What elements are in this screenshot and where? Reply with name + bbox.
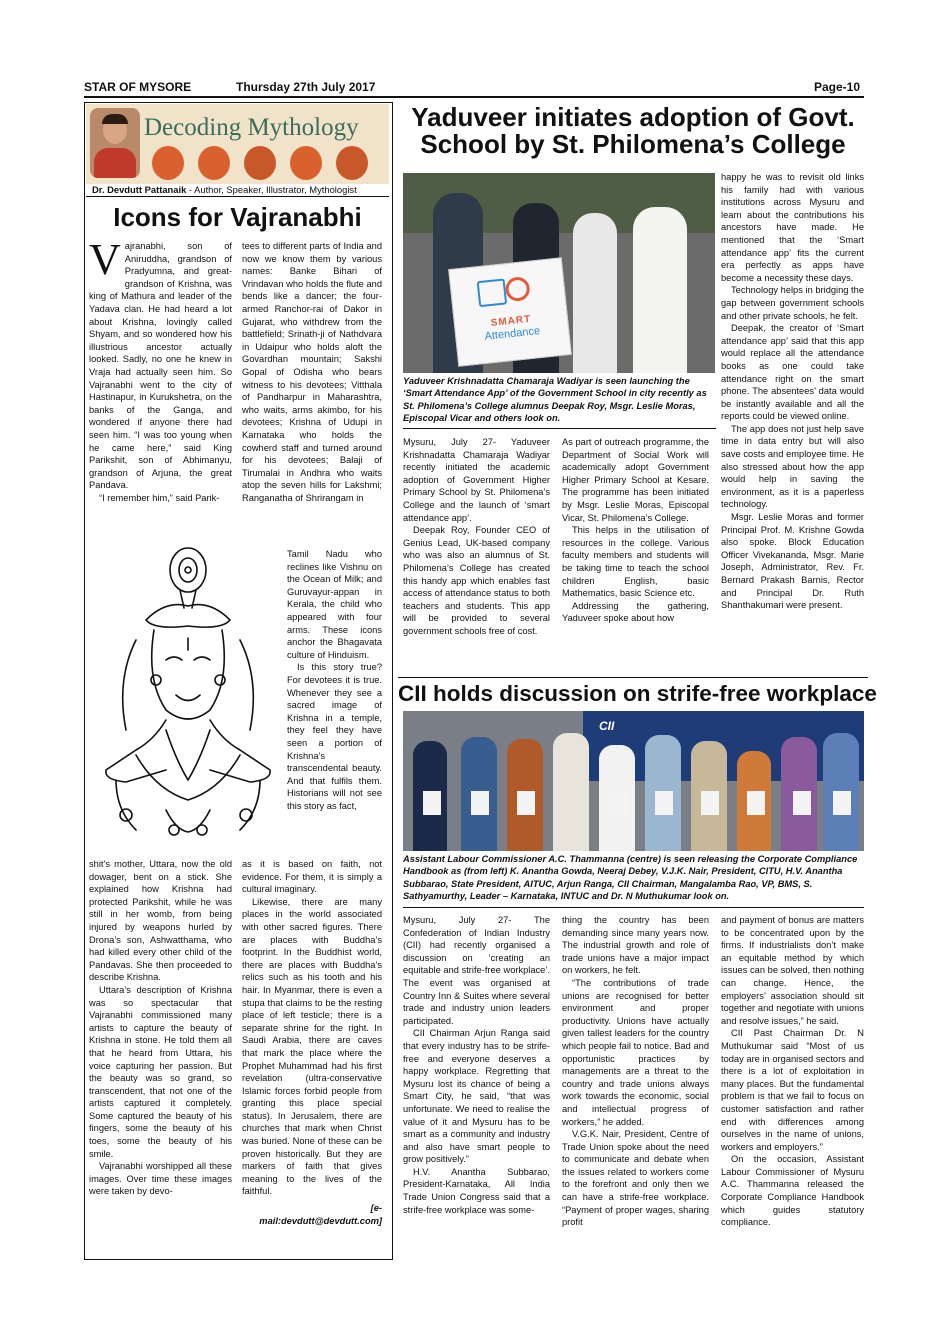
paragraph: “The contributions of trade unions are recognised for better environment and proper productivity. Unions have actually given tallest leaders for the country which people fail to notice. Bad and opportunistic practices by managements are a threat to the country and trade unions always work towards the economic, social and intellectual progress of workers,” he added.	[562, 977, 709, 1127]
paragraph: As part of outreach programme, the Department of Social Work will academically adopt Government Higher Primary School at Kesare. The programme has been initiated by Msgr. Leslie Moras, Episcopal Vicar, St. Philomena’s College.	[562, 437, 709, 523]
paragraph: happy he was to revisit old links his family had with various institutions across Mysuru and learn about the contributions his ancestors have made. He mentioned that the ‘Smart attendance app’ fits the current era perfectly as apps have become a necessity these days.	[721, 172, 864, 283]
mask-icon	[290, 146, 322, 180]
paragraph: Technology helps in bridging the gap between government schools and other private schools, he felt.	[721, 285, 864, 321]
paragraph: V.G.K. Nair, President, Centre of Trade Union spoke about the need to communicate and debate when the issues related to workers come to the forefront and only then we can have a strife-free workplace. “Payment of proper wages, sharing profit	[562, 1129, 709, 1228]
mask-icon	[198, 146, 230, 180]
column-text-2	[242, 240, 382, 504]
story2-col1	[403, 914, 550, 1216]
paragraph: Uttara’s description of Krishna was so spectacular that Vajranabhi commissioned many artists to capture the beauty of Krishna in stone. He told them all that he heard from Uttara, his voice capturing her passion. But the beauty was so grand, so transcendent, that not one of the artists captured it completely. Some captured the beauty of his fingers, some the beauty of his toes, some the beauty of his smile.	[89, 984, 232, 1159]
paragraph: as it is based on faith, not evidence. For them, it is simply a cultural imaginary.	[242, 859, 382, 895]
paragraph: Msgr. Leslie Moras and former Principal Prof. M. Krishne Gowda also spoke. Block Education Officer Vivekananda, Msgr. Marie Joseph, Administrator, Rev. Fr. Bernard Prakash Barnis, Rector and Principal Dr. Ruth Shanthakumari were present.	[721, 512, 864, 611]
column-title: Icons for Vajranabhi	[113, 202, 362, 232]
mask-icon	[336, 146, 368, 180]
paragraph: thing the country has been demanding since many years now. The industrial growth and role of trade unions have a major impact on workers, he felt.	[562, 915, 709, 976]
smart-attendance-board	[448, 257, 572, 366]
paragraph: H.V. Anantha Subbarao, President-Karnataka, All India Trade Union Congress said that a strife-free workplace was some-	[403, 1166, 550, 1215]
story1-headline: Yaduveer initiates adoption of Govt. School by St. Philomena’s College	[411, 102, 855, 160]
story2-caption: Assistant Labour Commissioner A.C. Thammanna (centre) is seen releasing the Corporate Compliance Handbook as (from left) K. Anantha Gowda, Neeraj Debey, V.J.K. Nair, President, CITU, H.V. Anantha Subbarao, State President, AITUC, Arjun Ranga, CII Chairman, Mangalamba Rao, VP, BMS, S. Sathyamurthy, Leader – Karnataka, INTUC and Dr. N Muthukumar look on.	[403, 854, 858, 902]
paragraph: tees to different parts of India and now we know them by various names: Banke Bihari of Vrindavan who holds the flute and bends like a dancer; the four-armed Ranchor-rai of Dakor in Gujarat, who withdrew from the battlefield; Srinath-ji of Nathdvara in Udaipur who holds aloft the Govardhan mountain; Sakshi Gopal of Odisha who bears witness to his devotees; Vitthala of Pandharpur in Maharashtra, who waits, arms akimbo, for his devotees; Krishna of Udupi in Karnataka who holds the cowherd staff and turned around for his devotees; Balaji of Tirumalai in Andhra who waits atop the seven hills for Lakshmi; Ranganatha of Shrirangam in	[242, 241, 382, 503]
board-smart-text: SMART	[490, 313, 532, 330]
page-number: Page-10	[814, 80, 861, 94]
paragraph: “I remember him,” said Parik-	[99, 492, 220, 503]
story2-col2	[562, 914, 709, 1229]
paragraph: Deepak, the creator of ‘Smart attendance app’ said that this app would replace all the attendance books as one could take attendance right on the smart phone. The absentees’ data would be instantly available and all the reports could be viewed online.	[721, 323, 864, 422]
clipboard-icon	[477, 278, 508, 307]
paragraph: Mysuru, July 27- Yaduveer Krishnadatta Chamaraja Wadiyar recently initiated the academic adoption of Government Higher Primary School by St. Philomena’s College and the launch of ‘smart attendance app’.	[403, 437, 550, 523]
byline-rule	[86, 196, 389, 197]
column-banner	[86, 104, 389, 184]
story1-photo	[403, 173, 715, 373]
author-photo	[90, 108, 140, 178]
caption-rule	[403, 907, 864, 908]
paragraph: ajranabhi, son of Aniruddha, grandson of Pradyumna, and great-grandson of Krishna, was king of Mathura and leader of the Yadava clan. He had heard a lot about Krishna, lovingly called Shyam, and so wondered how his illustrious ancestor actually looked. Sadly, no one he knew in Vraja had actually seen him. So Vajranabhi went to the city of Hastinapur, in Kurukshetra, on the banks of the Ganga, and wondered if anyone there had seen him. “I was too young when he came here,” said King Parikshit, son of Abhimanyu, grandson of Arjuna, the great Pandava.	[89, 241, 232, 491]
story1-col2	[562, 436, 709, 625]
author-role: - Author, Speaker, Illustrator, Mythologist	[186, 184, 357, 195]
paragraph: Likewise, there are many places in the world associated with other sacred figures. There are places with Buddha’s footprint. In the Buddhist world, there are places with Buddha’s relics such as his tooth and his hair. In Myanmar, there is even a stupa that claims to be the resting place of left testicle; there is a separate shrine for the right. In Saudi Arabia, there are caves that mark the place where the Prophet Muhammad had his first revelation (ultra-conservative Islamic forces forbid people from granting this place special status). In Jerusalem, there are churches that mark when Christ was buried. None of these can be proven historically. But they are markers of faith that gives meaning to the lives of the faithful.	[242, 896, 382, 1197]
story1-col1	[403, 436, 550, 638]
story2-photo	[403, 711, 864, 851]
paragraph: Vajranabhi worshipped all these images. Over time these images were taken by devo-	[89, 1161, 232, 1197]
paragraph: shit’s mother, Uttara, now the old dowager, bent on a stick. She explained how Krishna had protected Parikshit, while he was still in her womb, from being injured by weapons hurled by Drona’s son, Ashwatthama, who had killed every other child of the Pandavas. She then proceeded to describe Krishna.	[89, 859, 232, 983]
column-text-2-bottom	[242, 858, 382, 1227]
column-text-2-narrow	[287, 548, 382, 812]
caption-rule	[403, 428, 716, 429]
mask-icon	[152, 146, 184, 180]
column-text-1-bottom	[89, 858, 232, 1198]
issue-date: Thursday 27th July 2017	[236, 80, 376, 94]
story2-headline: CII holds discussion on strife-free workplace	[398, 681, 877, 706]
story1-col3	[721, 171, 864, 612]
column-text-1	[89, 235, 232, 504]
paragraph: and payment of bonus are matters to be concentrated upon by the firms. If industrialists don’t make an equitable method by which issues can be solved, then nothing can change. Hence, the employers’ association should sit together and negotiate with unions and resolve issues,” he said.	[721, 915, 864, 1026]
masthead-rule	[84, 96, 864, 98]
paragraph: On the occasion, Assistant Labour Commissioner of Mysuru A.C. Thammanna released the Corporate Compliance Handbook which guides statutory compliance.	[721, 1154, 864, 1228]
paragraph: The app does not just help save time in data entry but will also save costs and employee time. He also stressed about how the app would help in saving the environment, as it is a paperless technology.	[721, 423, 864, 510]
paper-name: STAR OF MYSORE	[84, 80, 192, 94]
story2-col3	[721, 914, 864, 1229]
paragraph: Deepak Roy, Founder CEO of Genius Lead, UK-based company who was also an alumnus of St. Philomena’s College has created this handy app which enables fast access of attendance status to both teachers and students. This app will be provided to several government schools free of cost.	[403, 525, 550, 636]
paragraph: Tamil Nadu who reclines like Vishnu on the Ocean of Milk; and Guruvayur-appan in Kerala, the child who appeared with four arms. These icons anchor the Bhagavata culture of Hinduism.	[287, 549, 382, 660]
story-divider	[398, 677, 868, 678]
krishna-illustration	[96, 530, 286, 845]
banner-title: Decoding Mythology	[144, 114, 359, 141]
check-icon	[504, 276, 530, 302]
paragraph: CII Chairman Arjun Ranga said that every industry has to be strife-free and everyone deserves a happy workplace. Regretting that Mysuru lost its chance of being a Smart City, he said, “that was unfortunate. We need to realise the value of it and Mysuru has to be smart as a community and industry and also have smart people to grow positively.”	[403, 1028, 550, 1165]
author-byline	[92, 184, 357, 195]
author-name: Dr. Devdutt Pattanaik	[92, 184, 187, 195]
drop-cap: V	[89, 235, 121, 284]
paragraph: Is this story true? For devotees it is true. Whenever they see a sacred image of Krishna in a temple, they feel they have seen a portion of Krishna’s transcendental beauty. And that fulfils them. Historians will not see this story as fact,	[287, 662, 382, 811]
paragraph: Addressing the gathering, Yaduveer spoke about how	[562, 600, 709, 624]
board-attendance-text: Attendance	[483, 325, 541, 343]
author-email: [e-mail:devdutt@devdutt.com]	[259, 1203, 382, 1226]
paragraph: This helps in the utilisation of resources in the college. Various faculty members and students will be taking time to teach the school children English, basic Mathematics, basic Science etc.	[562, 525, 709, 599]
cii-logo: CII	[599, 719, 615, 733]
face-icons	[152, 146, 382, 180]
story1-caption: Yaduveer Krishnadatta Chamaraja Wadiyar is seen launching the ‘Smart Attendance App’ of the Government School in city recently as St. Philomena’s College alumnus Deepak Roy, Msgr. Leslie Moras, Episcopal Vicar and others look on.	[403, 376, 707, 424]
mask-icon	[244, 146, 276, 180]
paragraph: Mysuru, July 27- The Confederation of Indian Industry (CII) had recently organised a discussion on ‘creating an equitable and strife-free workplace’. The event was organised at Country Inn & Suites where several trade and industry union leaders participated.	[403, 915, 550, 1026]
paragraph: CII Past Chairman Dr. N Muthukumar said “Most of us today are in organised sectors and there is a lot of exploitation in many places. But the fundamental problem is that we fail to focus on customer satisfaction and rather end with differences among ourselves in the name of unions, workers and employers.”	[721, 1028, 864, 1152]
